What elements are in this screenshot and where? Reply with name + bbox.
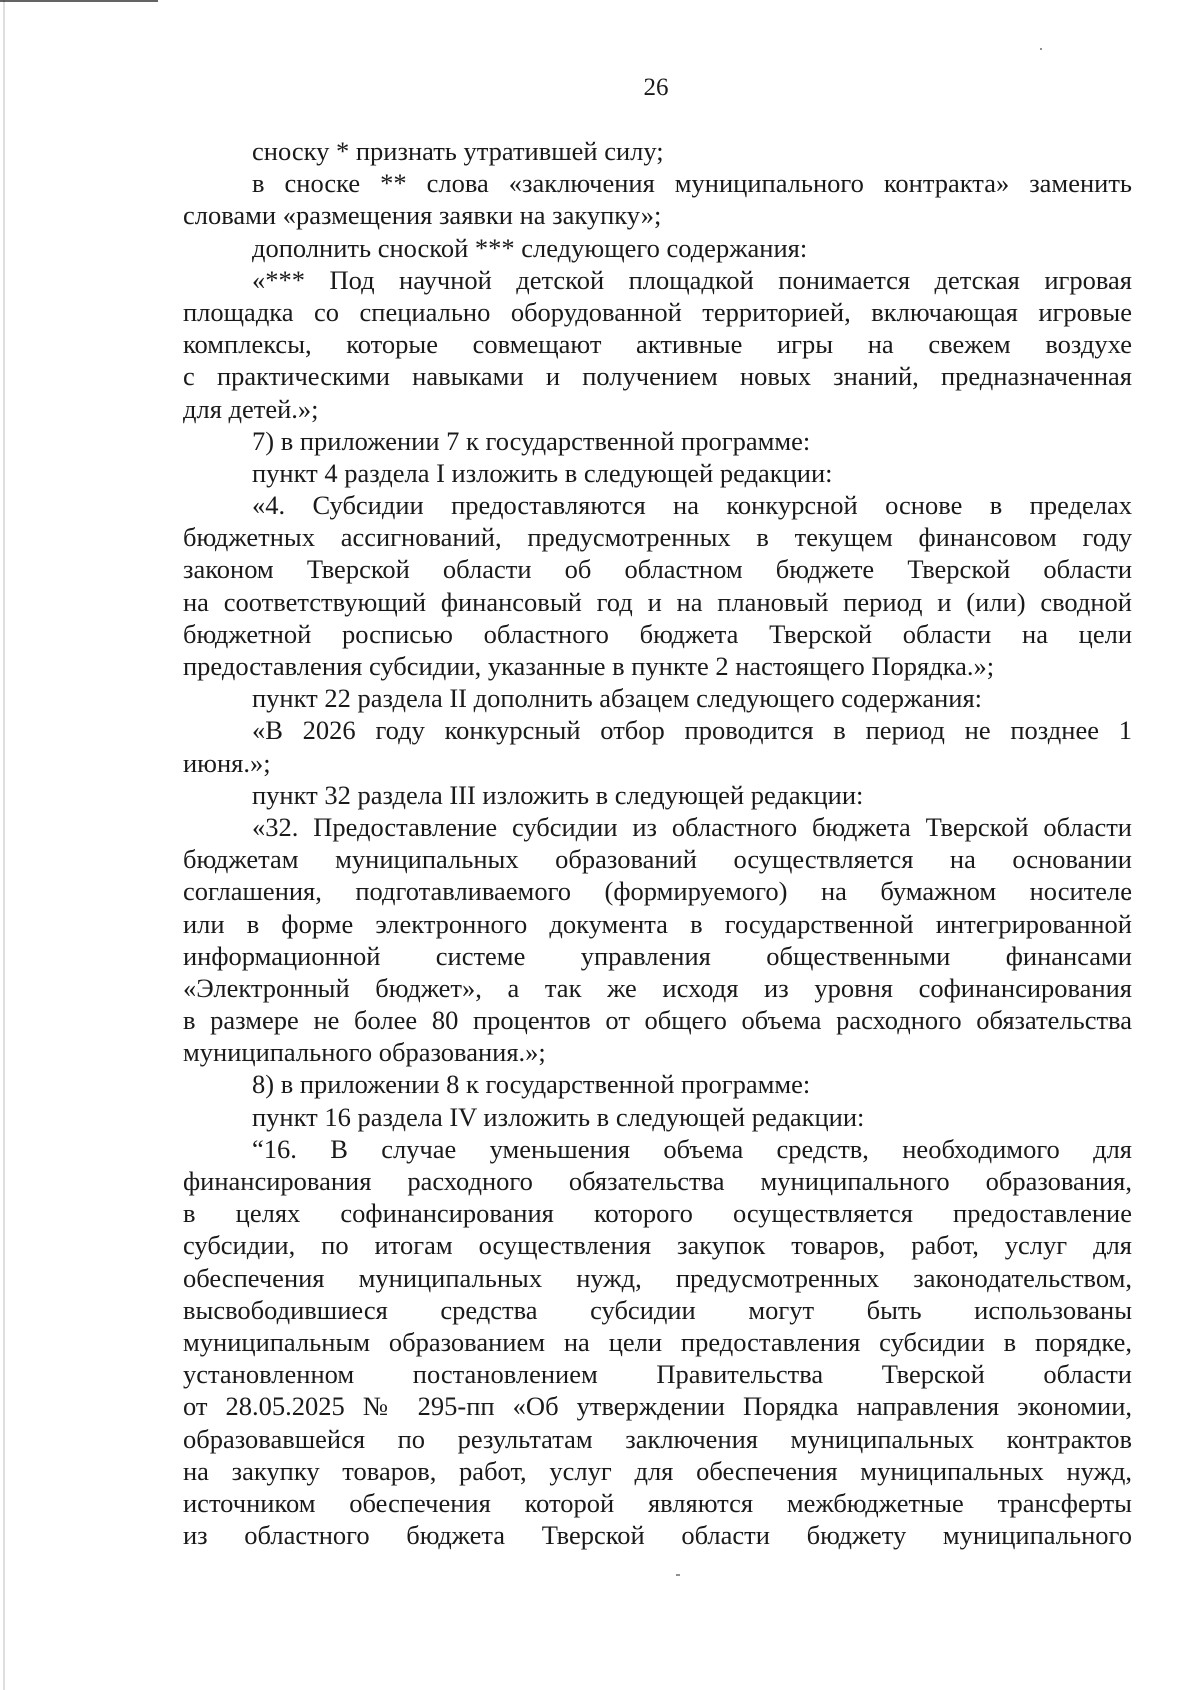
text-line: словами «размещения заявки на закупку»; <box>183 200 662 231</box>
document-body <box>183 135 1132 1551</box>
text-line: площадка со специально оборудованной территорией, включающая игровые <box>183 296 1132 327</box>
text-line: пункт 32 раздела III изложить в следующей редакции: <box>252 779 864 810</box>
text-line: на соответствующий финансовый год и на плановый период и (или) сводной <box>183 586 1132 617</box>
text-line: 7) в приложении 7 к государственной программе: <box>252 425 811 456</box>
text-line: соглашения, подготавливаемого (формируемого) на бумажном носителе <box>183 876 1132 907</box>
scan-edge-line <box>0 0 158 2</box>
text-line: “16. В случае уменьшения объема средств, необходимого для <box>252 1133 1132 1164</box>
text-line: дополнить сноской *** следующего содержания: <box>252 232 808 263</box>
scan-speck <box>1040 48 1042 50</box>
text-line: «В 2026 году конкурсный отбор проводится в период не позднее 1 <box>252 715 1132 746</box>
text-line: от 28.05.2025 № 295-пп «Об утверждении Порядка направления экономии, <box>183 1391 1132 1422</box>
text-line: сноску * признать утратившей силу; <box>252 136 664 166</box>
text-line: субсидии, по итогам осуществления закупок товаров, работ, услуг для <box>183 1230 1132 1261</box>
text-line: высвободившиеся средства субсидии могут быть использованы <box>183 1294 1132 1325</box>
text-line: законом Тверской области об областном бюджете Тверской области <box>183 554 1132 585</box>
scan-speck <box>676 1574 680 1576</box>
text-line: из областного бюджета Тверской области бюджету муниципального <box>183 1520 1132 1551</box>
text-line: образовавшейся по результатам заключения муниципальных контрактов <box>183 1423 1132 1454</box>
text-line: финансирования расходного обязательства муниципального образования, <box>183 1166 1132 1196</box>
text-line: установленном постановлением Правительства Тверской области <box>183 1359 1132 1390</box>
text-line: бюджетной росписью областного бюджета Тверской области на цели <box>183 618 1132 649</box>
text-line: пункт 16 раздела IV изложить в следующей редакции: <box>252 1101 865 1132</box>
text-line: «*** Под научной детской площадкой понимается детская игровая <box>252 264 1132 295</box>
text-line: в целях софинансирования которого осуществляется предоставление <box>183 1198 1132 1229</box>
text-line: предоставления субсидии, указанные в пункте 2 настоящего Порядка.»; <box>183 651 995 681</box>
scan-edge-line <box>3 0 5 1690</box>
text-line: для детей.»; <box>183 393 319 424</box>
text-line: с практическими навыками и получением новых знаний, предназначенная <box>183 361 1132 392</box>
text-line: источником обеспечения которой являются межбюджетные трансферты <box>183 1487 1132 1518</box>
text-line: пункт 4 раздела I изложить в следующей редакции: <box>252 457 833 488</box>
text-line: 8) в приложении 8 к государственной программе: <box>252 1069 811 1100</box>
text-line: в размере не более 80 процентов от общего объема расходного обязательства <box>183 1005 1132 1036</box>
text-line: «Электронный бюджет», а так же исходя из уровня софинансирования <box>183 972 1132 1003</box>
text-line: информационной системе управления общественными финансами <box>183 940 1132 971</box>
text-line: комплексы, которые совмещают активные игры на свежем воздухе <box>183 329 1132 360</box>
text-line: пункт 22 раздела II дополнить абзацем следующего содержания: <box>252 683 983 714</box>
text-line: бюджетных ассигнований, предусмотренных в текущем финансовом году <box>183 522 1132 553</box>
page-number: 26 <box>643 74 669 101</box>
text-line: «4. Субсидии предоставляются на конкурсной основе в пределах <box>252 490 1132 521</box>
text-line: июня.»; <box>183 747 271 778</box>
text-line: бюджетам муниципальных образований осуществляется на основании <box>183 844 1132 875</box>
text-line: в сноске ** слова «заключения муниципального контракта» заменить <box>252 168 1132 199</box>
text-line: обеспечения муниципальных нужд, предусмотренных законодательством, <box>183 1262 1132 1293</box>
text-line: муниципальным образованием на цели предоставления субсидии в порядке, <box>183 1326 1132 1357</box>
text-line: муниципального образования.»; <box>183 1037 546 1068</box>
text-line: «32. Предоставление субсидии из областного бюджета Тверской области <box>252 811 1132 842</box>
text-line: или в форме электронного документа в государственной интегрированной <box>183 908 1132 939</box>
text-line: на закупку товаров, работ, услуг для обеспечения муниципальных нужд, <box>183 1455 1132 1486</box>
